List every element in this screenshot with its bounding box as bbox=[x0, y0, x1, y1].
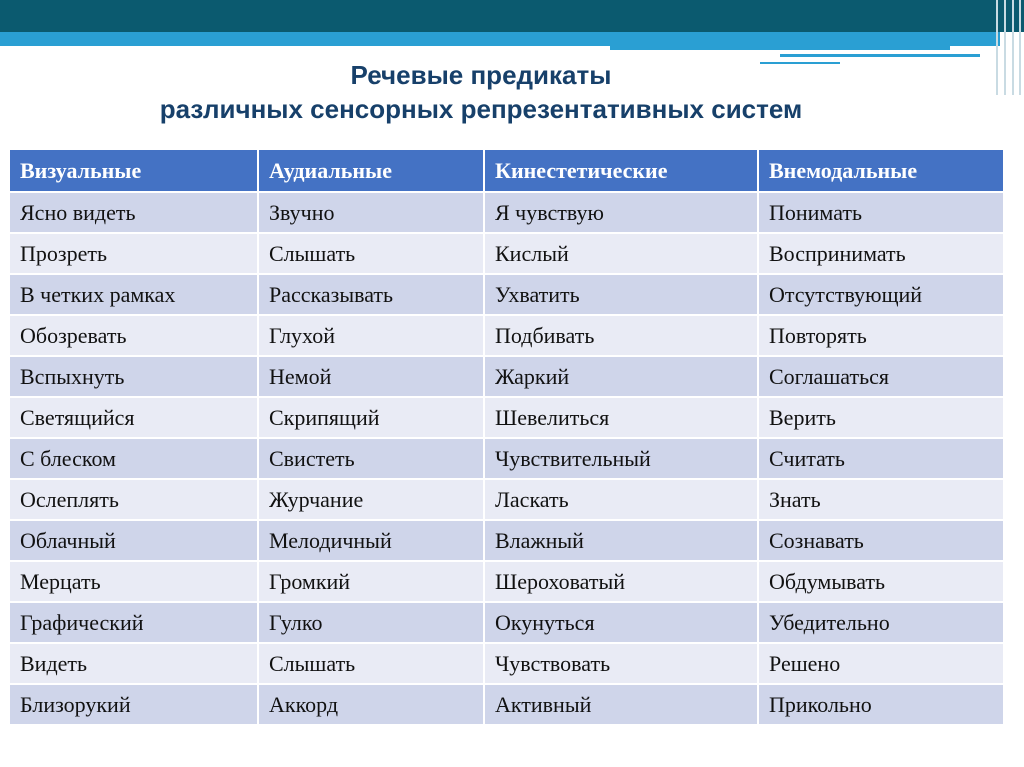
table-cell: Отсутствующий bbox=[759, 275, 1005, 316]
table-row bbox=[10, 521, 1005, 562]
decor-stripe bbox=[780, 54, 980, 57]
table-cell: Повторять bbox=[759, 316, 1005, 357]
table-cell: Видеть bbox=[10, 644, 259, 685]
table-cell: Влажный bbox=[485, 521, 759, 562]
table-cell: Ухватить bbox=[485, 275, 759, 316]
table-cell: Звучно bbox=[259, 193, 485, 234]
slide-title-line2: различных сенсорных репрезентативных систем bbox=[159, 94, 803, 124]
table-cell: Мелодичный bbox=[259, 521, 485, 562]
header-visual: Визуальные bbox=[10, 150, 259, 193]
table-cell: Аккорд bbox=[259, 685, 485, 726]
table-row bbox=[10, 316, 1005, 357]
table-cell: Прозреть bbox=[10, 234, 259, 275]
table-row bbox=[10, 603, 1005, 644]
table-cell: Свистеть bbox=[259, 439, 485, 480]
header-kinesthetic: Кинестетические bbox=[485, 150, 759, 193]
table-row bbox=[10, 398, 1005, 439]
table-cell: Обозревать bbox=[10, 316, 259, 357]
top-banner-accent bbox=[0, 32, 1000, 46]
table-cell: Шевелиться bbox=[485, 398, 759, 439]
decor-line bbox=[1019, 0, 1021, 95]
table-cell: Считать bbox=[759, 439, 1005, 480]
table-row bbox=[10, 685, 1005, 726]
decor-line bbox=[1004, 0, 1006, 95]
table-header-row bbox=[10, 150, 1005, 193]
table-cell: Знать bbox=[759, 480, 1005, 521]
table-cell: Вспыхнуть bbox=[10, 357, 259, 398]
table-cell: Слышать bbox=[259, 234, 485, 275]
table-cell: В четких рамках bbox=[10, 275, 259, 316]
table-cell: Подбивать bbox=[485, 316, 759, 357]
table-cell: Сознавать bbox=[759, 521, 1005, 562]
table-cell: Понимать bbox=[759, 193, 1005, 234]
table-cell: Активный bbox=[485, 685, 759, 726]
table-row bbox=[10, 357, 1005, 398]
table-row bbox=[10, 480, 1005, 521]
table-cell: Обдумывать bbox=[759, 562, 1005, 603]
table-row bbox=[10, 644, 1005, 685]
table-cell: Ясно видеть bbox=[10, 193, 259, 234]
table-row bbox=[10, 439, 1005, 480]
table-cell: Ласкать bbox=[485, 480, 759, 521]
header-nonmodal: Внемодальные bbox=[759, 150, 1005, 193]
slide-title bbox=[0, 58, 962, 126]
table-cell: Воспринимать bbox=[759, 234, 1005, 275]
table-cell: Немой bbox=[259, 357, 485, 398]
table-cell: Ослеплять bbox=[10, 480, 259, 521]
predicates-table bbox=[10, 150, 1005, 726]
table-cell: Журчание bbox=[259, 480, 485, 521]
decor-line bbox=[996, 0, 998, 95]
table-cell: Соглашаться bbox=[759, 357, 1005, 398]
table-cell: Жаркий bbox=[485, 357, 759, 398]
table-cell: Гулко bbox=[259, 603, 485, 644]
table-cell: Убедительно bbox=[759, 603, 1005, 644]
table-cell: Рассказывать bbox=[259, 275, 485, 316]
table-cell: Скрипящий bbox=[259, 398, 485, 439]
table-cell: Верить bbox=[759, 398, 1005, 439]
table-cell: Я чувствую bbox=[485, 193, 759, 234]
table-cell: Шероховатый bbox=[485, 562, 759, 603]
decor-stripe bbox=[610, 46, 950, 50]
table-cell: Чувствительный bbox=[485, 439, 759, 480]
table-row bbox=[10, 234, 1005, 275]
table-body bbox=[10, 193, 1005, 726]
table-cell: Громкий bbox=[259, 562, 485, 603]
table-cell: Окунуться bbox=[485, 603, 759, 644]
top-banner-bar bbox=[0, 0, 1024, 32]
table-cell: Слышать bbox=[259, 644, 485, 685]
table-row bbox=[10, 193, 1005, 234]
table-cell: Графический bbox=[10, 603, 259, 644]
table-cell: С блеском bbox=[10, 439, 259, 480]
table-cell: Прикольно bbox=[759, 685, 1005, 726]
table-cell: Близорукий bbox=[10, 685, 259, 726]
table-cell: Облачный bbox=[10, 521, 259, 562]
table-cell: Кислый bbox=[485, 234, 759, 275]
table-cell: Чувствовать bbox=[485, 644, 759, 685]
table-cell: Светящийся bbox=[10, 398, 259, 439]
table-cell: Глухой bbox=[259, 316, 485, 357]
table-row bbox=[10, 562, 1005, 603]
header-auditory: Аудиальные bbox=[259, 150, 485, 193]
table-row bbox=[10, 275, 1005, 316]
table-cell: Решено bbox=[759, 644, 1005, 685]
slide-title-line1: Речевые предикаты bbox=[350, 60, 612, 90]
table-cell: Мерцать bbox=[10, 562, 259, 603]
decor-line bbox=[1012, 0, 1014, 95]
